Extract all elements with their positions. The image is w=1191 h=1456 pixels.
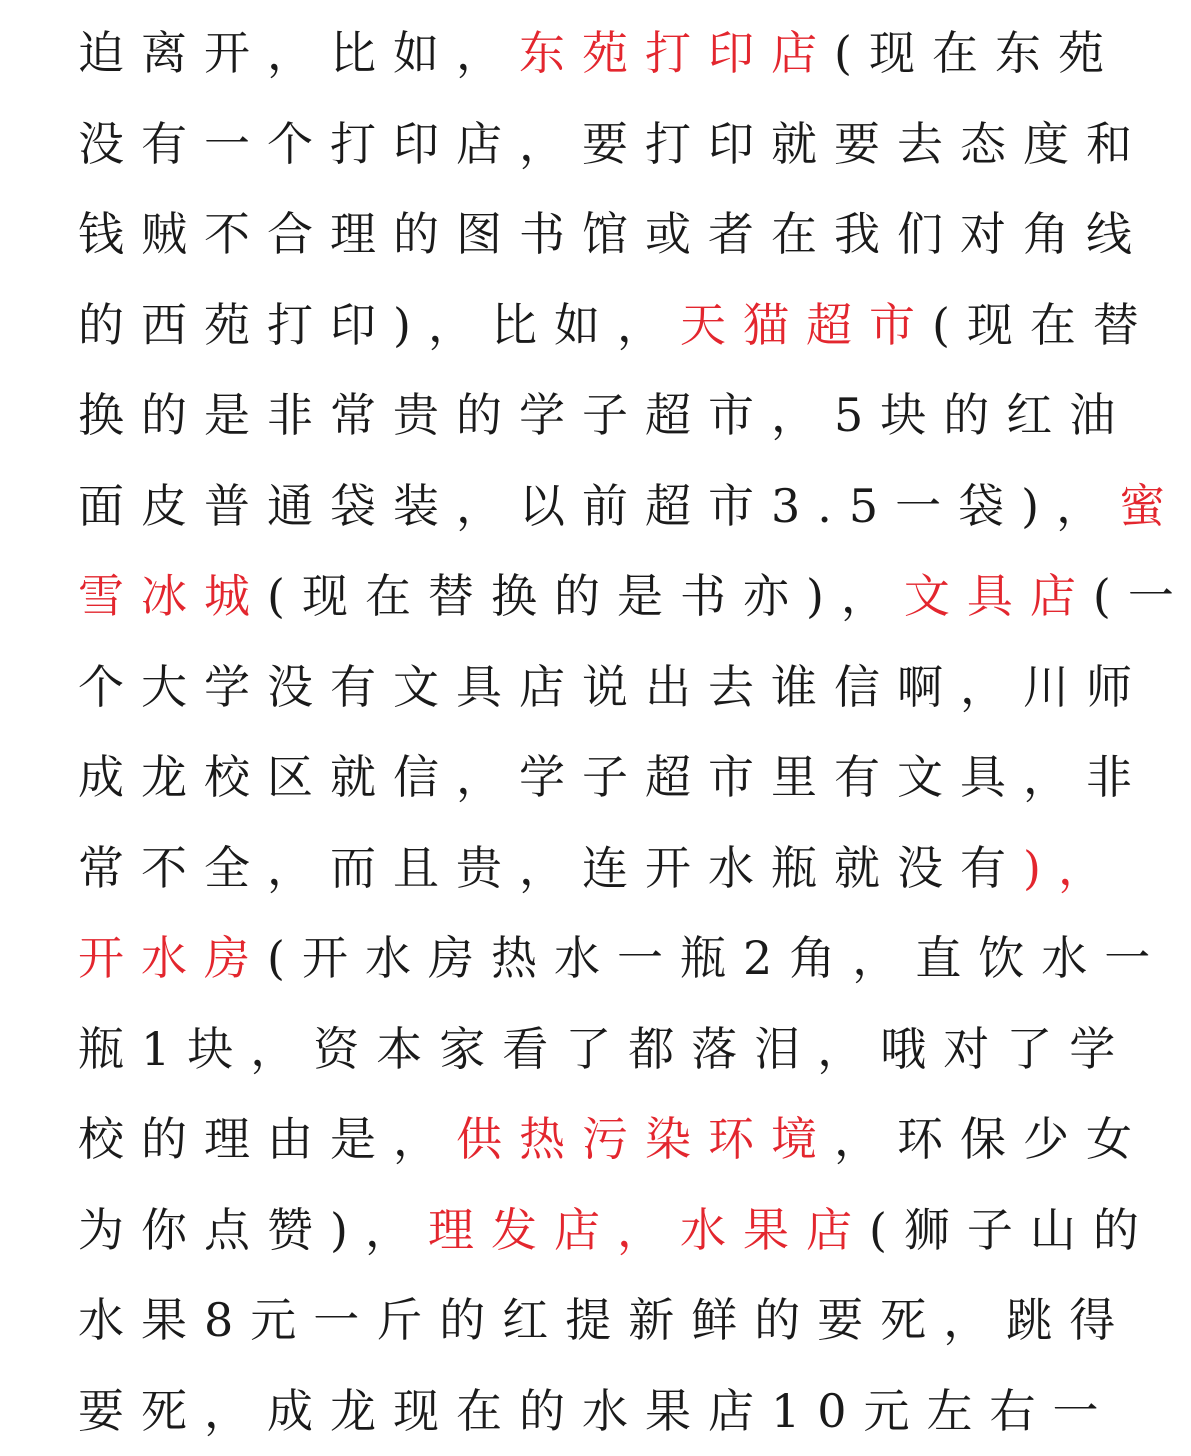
text-line bbox=[78, 732, 1149, 822]
text-segment: 水果8元一斤的红提新鲜的要死，跳得 bbox=[78, 1293, 1133, 1347]
text-segment: 没有一个打印店，要打印就要去态度和 bbox=[78, 116, 1149, 171]
text-segment: (现在东苑 bbox=[834, 26, 1121, 80]
highlighted-text: 东苑打印店 bbox=[519, 26, 834, 80]
highlighted-text: 蜜 bbox=[1119, 478, 1183, 533]
highlighted-text: 开水房 bbox=[78, 931, 267, 985]
text-segment: 迫离开，比如， bbox=[78, 26, 519, 80]
text-segment: 换的是非常贵的学子超市，5块的红油 bbox=[78, 388, 1133, 442]
text-line bbox=[78, 8, 1121, 98]
text-segment: 瓶1块，资本家看了都落泪，哦对了学 bbox=[78, 1021, 1133, 1076]
text-segment: (狮子山的 bbox=[868, 1202, 1156, 1257]
text-line bbox=[78, 913, 1167, 1003]
text-line bbox=[78, 370, 1132, 460]
text-segment: (现在替换的是书亦)， bbox=[267, 569, 904, 623]
text-segment: (一 bbox=[1092, 569, 1191, 623]
text-line bbox=[78, 1004, 1132, 1094]
text-segment: 钱贼不合理的图书馆或者在我们对角线 bbox=[78, 207, 1149, 261]
text-segment: 要死，成龙现在的水果店10元左右一 bbox=[78, 1383, 1116, 1438]
text-segment: 个大学没有文具店说出去谁信啊，川师 bbox=[78, 659, 1149, 714]
text-segment: ，环保少女 bbox=[834, 1112, 1149, 1166]
text-segment: 为你点赞)， bbox=[78, 1202, 428, 1257]
text-line bbox=[78, 1275, 1132, 1365]
highlighted-text: 理发店，水果店 bbox=[427, 1202, 869, 1257]
text-line bbox=[78, 551, 1191, 641]
highlighted-text: 天猫超市 bbox=[679, 297, 932, 352]
text-line bbox=[78, 1366, 1116, 1456]
highlighted-text: )， bbox=[1023, 840, 1121, 895]
highlighted-text: 供热污染环境 bbox=[456, 1112, 834, 1166]
text-line bbox=[78, 1094, 1149, 1184]
highlighted-text: 雪冰城 bbox=[78, 569, 267, 623]
text-line bbox=[78, 642, 1149, 732]
text-segment: (开水房热水一瓶2角，直饮水一 bbox=[267, 931, 1168, 985]
text-segment: 成龙校区就信，学子超市里有文具，非 bbox=[78, 750, 1149, 804]
text-line bbox=[78, 280, 1156, 370]
text-segment: 的西苑打印)，比如， bbox=[78, 297, 680, 352]
highlighted-text: 文具店 bbox=[903, 569, 1093, 623]
text-segment: 校的理由是， bbox=[78, 1112, 456, 1166]
text-line bbox=[78, 823, 1121, 913]
text-line bbox=[78, 461, 1182, 551]
text-segment: 常不全，而且贵，连开水瓶就没有 bbox=[78, 840, 1023, 895]
text-segment: (现在替 bbox=[931, 297, 1156, 352]
text-line bbox=[78, 99, 1149, 189]
text-line bbox=[78, 189, 1149, 279]
text-line bbox=[78, 1185, 1156, 1275]
text-segment: 面皮普通袋装，以前超市3.5一袋)， bbox=[78, 478, 1120, 533]
